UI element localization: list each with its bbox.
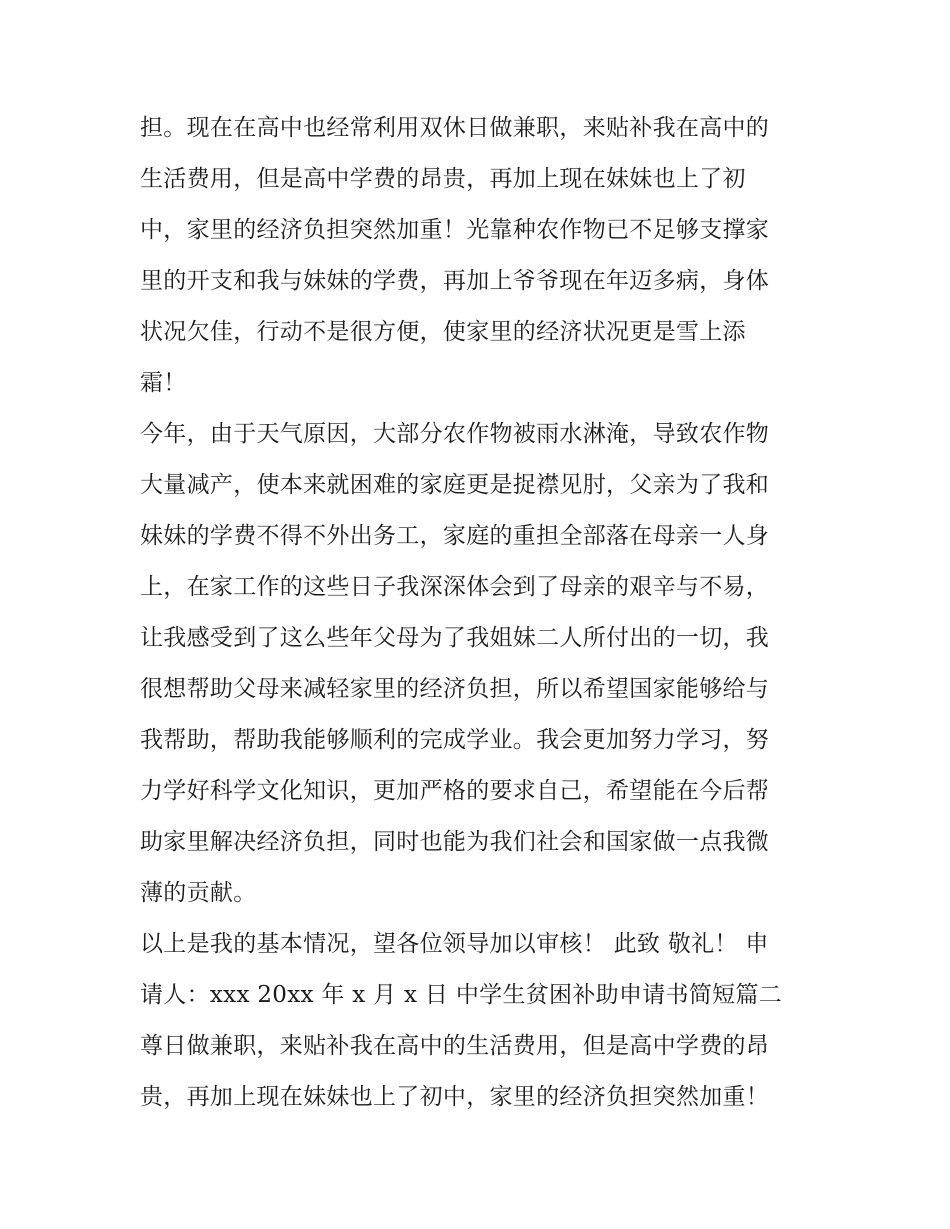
text-line: 以上是我的基本情况，望各位领导加以审核！ 此致 敬礼！ 申 bbox=[140, 931, 769, 957]
text-line: 今年，由于天气原因，大部分农作物被雨水淋淹，导致农作物 bbox=[140, 421, 770, 447]
text-line: 力学好科学文化知识，更加严格的要求自己，希望能在今后帮 bbox=[140, 778, 770, 804]
text-line: 贵，再加上现在妹妹也上了初中，家里的经济负担突然加重！ bbox=[140, 1084, 770, 1110]
text-line: 助家里解决经济负担，同时也能为我们社会和国家做一点我微 bbox=[140, 829, 770, 855]
text-line: 状况欠佳，行动不是很方便，使家里的经济状况更是雪上添 bbox=[140, 319, 746, 345]
text-line: 很想帮助父母来减轻家里的经济负担，所以希望国家能够给与 bbox=[140, 676, 770, 702]
text-line: 生活费用，但是高中学费的昂贵，再加上现在妹妹也上了初 bbox=[140, 166, 746, 192]
text-line: 尊日做兼职，来贴补我在高中的生活费用，但是高中学费的昂 bbox=[140, 1033, 770, 1059]
text-line: 里的开支和我与妹妹的学费，再加上爷爷现在年迈多病，身体 bbox=[140, 268, 770, 294]
text-line: 薄的贡献。 bbox=[140, 880, 257, 906]
text-line: 中，家里的经济负担突然加重！光靠种农作物已不足够支撑家 bbox=[140, 217, 770, 243]
text-line: 上，在家工作的这些日子我深深体会到了母亲的艰辛与不易， bbox=[140, 574, 770, 600]
text-line: 我帮助，帮助我能够顺利的完成学业。我会更加努力学习，努 bbox=[140, 727, 770, 753]
text-line: 妹妹的学费不得不外出务工，家庭的重担全部落在母亲一人身 bbox=[140, 523, 770, 549]
text-line: 大量减产，使本来就困难的家庭更是捉襟见肘，父亲为了我和 bbox=[140, 472, 770, 498]
text-line: 请人：xxx 20xx 年 x 月 x 日 中学生贫困补助申请书简短篇二 bbox=[140, 982, 783, 1008]
text-line: 担。现在在高中也经常利用双休日做兼职，来贴补我在高中的 bbox=[140, 115, 770, 141]
text-line: 霜！ bbox=[140, 370, 187, 396]
text-line: 让我感受到了这么些年父母为了我姐妹二人所付出的一切，我 bbox=[140, 625, 770, 651]
